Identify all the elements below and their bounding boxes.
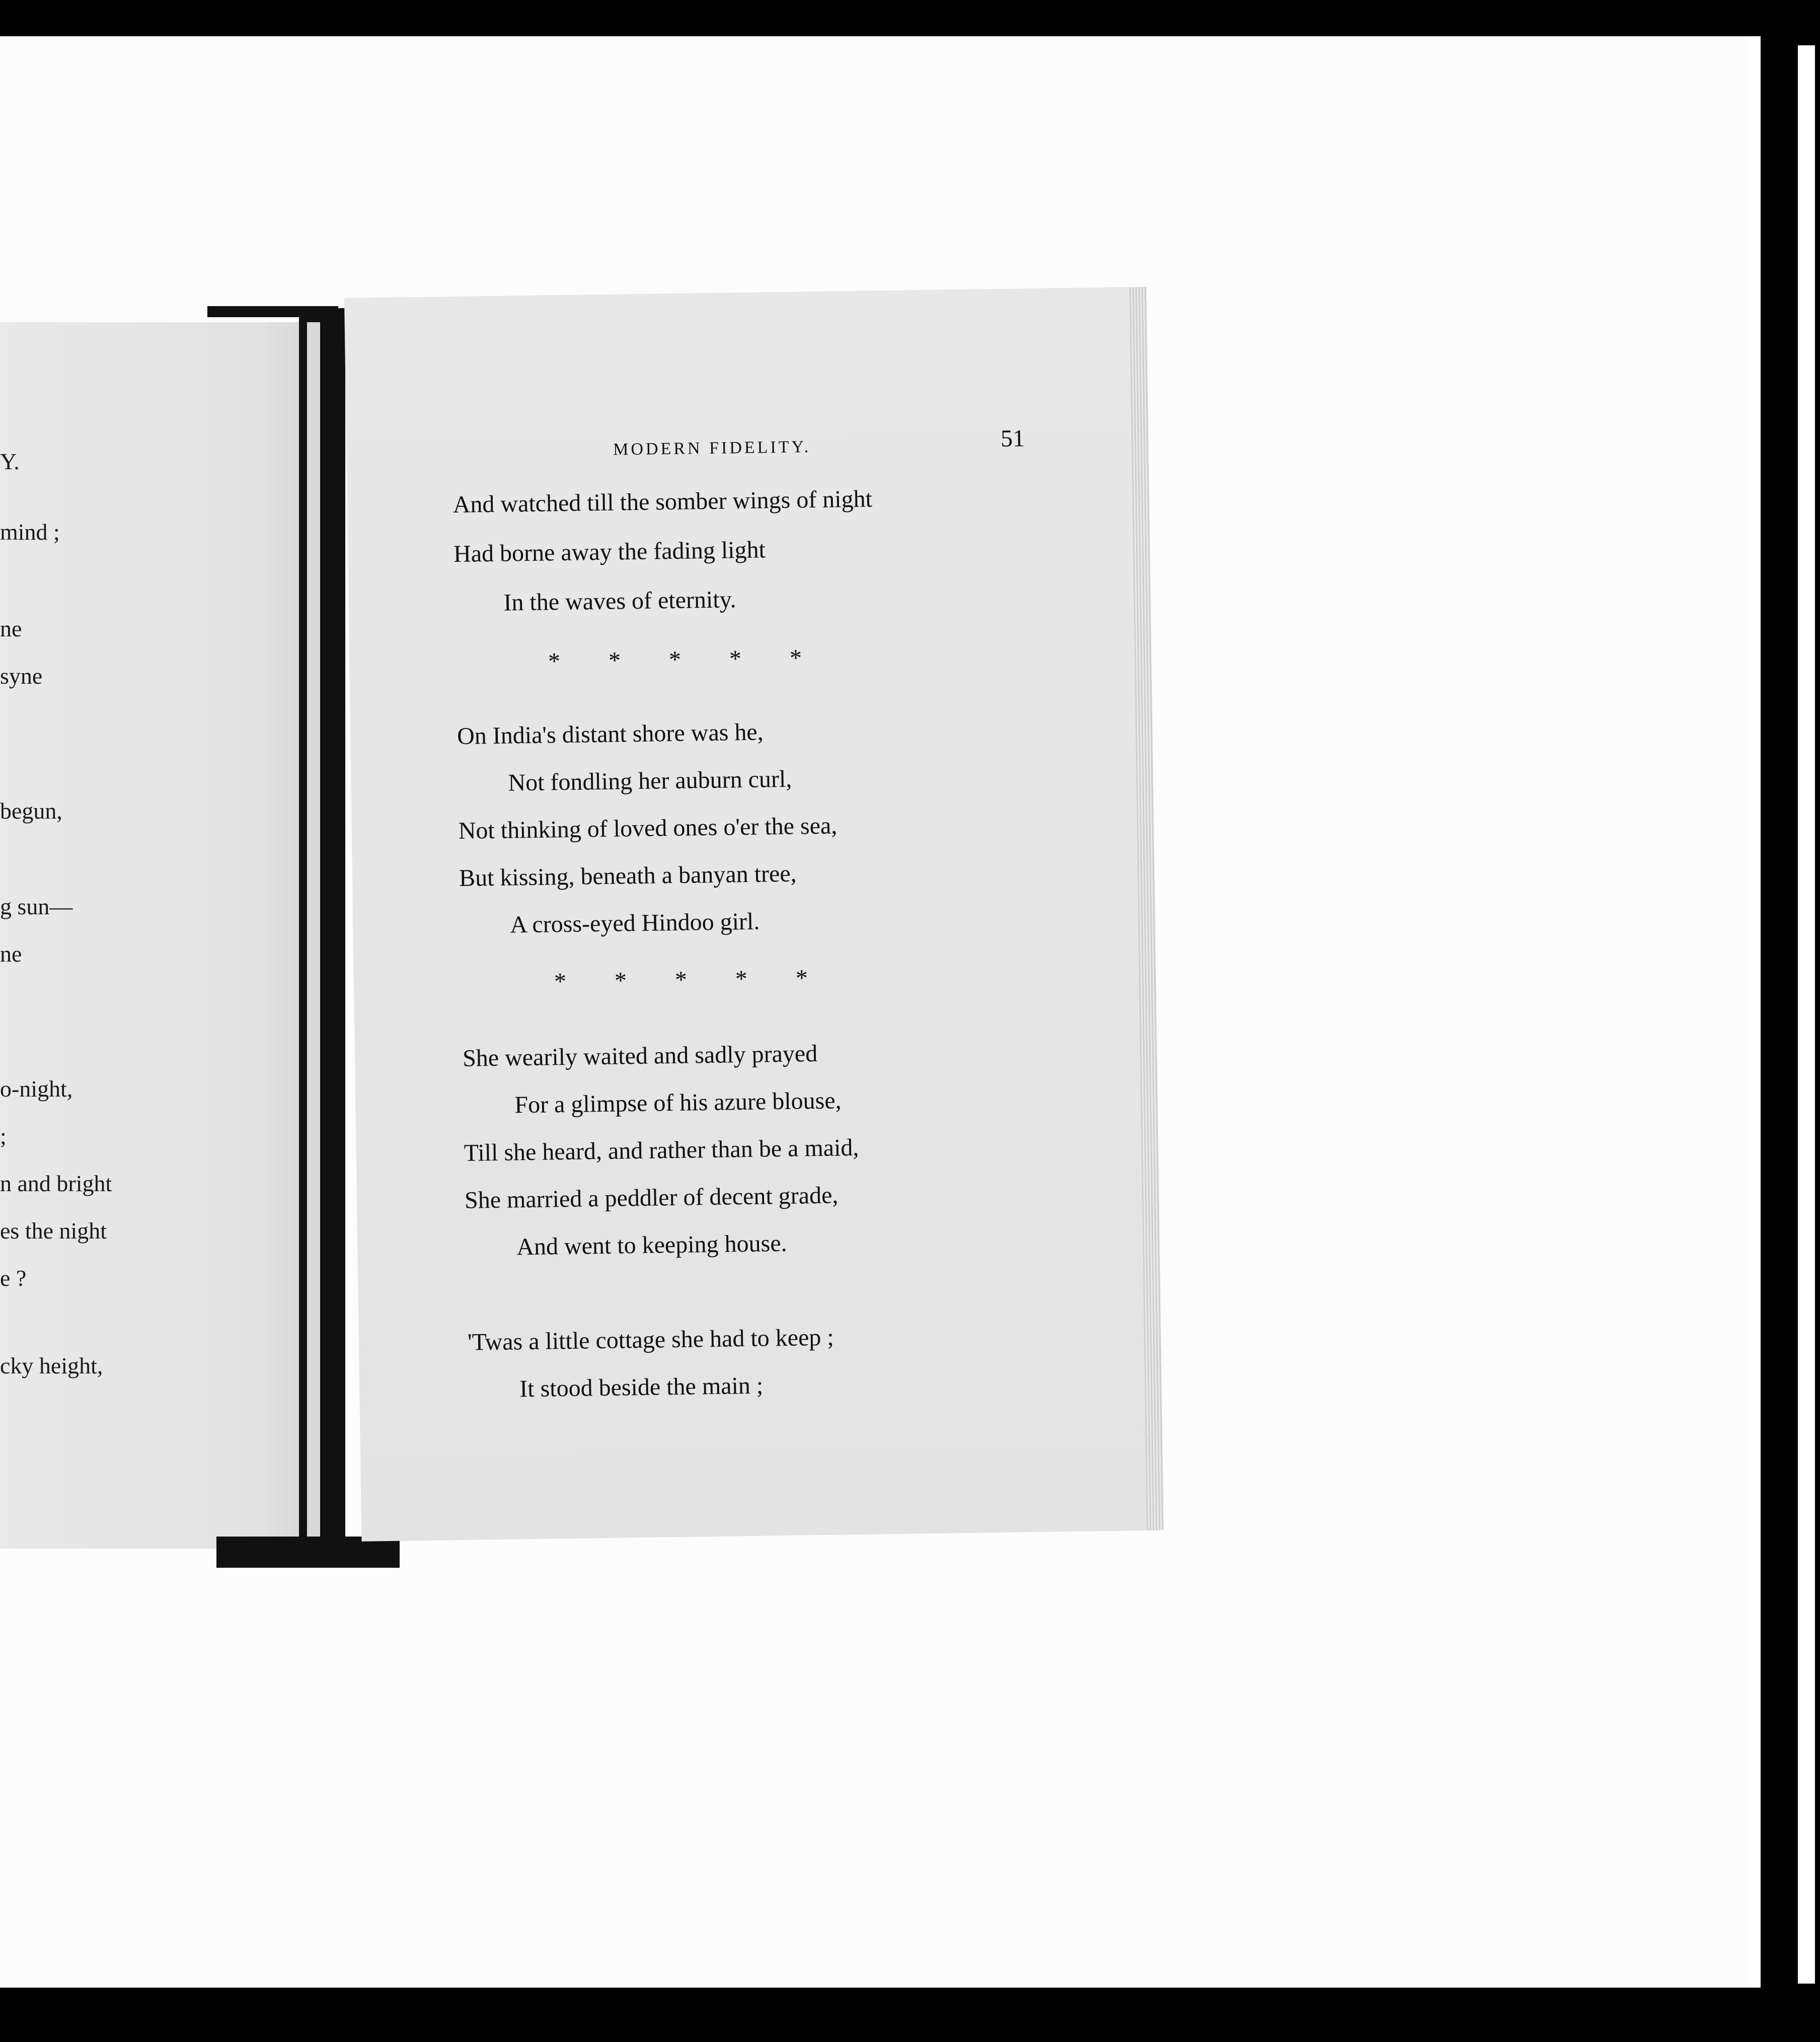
poem-line: She married a peddler of decent grade,: [464, 1182, 839, 1214]
poem-line: And went to keeping house.: [516, 1229, 787, 1261]
left-line: mind ;: [0, 519, 60, 545]
poem-line: But kissing, beneath a banyan tree,: [459, 860, 797, 892]
poem-line: A cross-eyed Hindoo girl.: [510, 908, 760, 938]
scan-frame-top: [0, 0, 1820, 36]
left-line: es the night: [0, 1218, 107, 1244]
left-line: e ?: [0, 1265, 27, 1291]
poem-line: Till she heard, and rather than be a maid,: [464, 1134, 859, 1166]
poem-line: Not fondling her auburn curl,: [508, 765, 792, 796]
section-separator: * * * * *: [548, 644, 802, 675]
right-page: [344, 287, 1147, 1542]
left-line: g sun—: [0, 894, 73, 919]
scan-frame-right-gap: [1798, 45, 1815, 1984]
section-separator: * * * * *: [554, 965, 808, 995]
page-edge: [1129, 287, 1164, 1530]
poem-line: Not thinking of loved ones o'er the sea,: [458, 812, 838, 844]
left-line: o-night,: [0, 1076, 73, 1102]
left-line: Y.: [0, 449, 20, 474]
poem-line: On India's distant shore was he,: [457, 718, 764, 750]
spine-gutter: [307, 322, 320, 1541]
poem-line: She wearily waited and sadly prayed: [462, 1040, 818, 1072]
left-line: ne: [0, 941, 22, 967]
running-head: MODERN FIDELITY.: [613, 437, 811, 459]
poem-line: Had borne away the fading light: [453, 536, 766, 568]
poem-line: It stood beside the main ;: [519, 1372, 764, 1403]
left-page: [0, 322, 327, 1549]
left-line: ne: [0, 616, 22, 641]
poem-line: For a glimpse of his azure blouse,: [514, 1087, 842, 1119]
left-line: begun,: [0, 798, 62, 824]
left-line: ;: [0, 1123, 7, 1149]
left-line: n and bright: [0, 1171, 112, 1196]
page-number: 51: [1000, 425, 1025, 452]
left-line: cky height,: [0, 1353, 103, 1378]
sheet-edge: [1746, 36, 1763, 1988]
book-spine: [299, 308, 345, 1547]
poem-line: 'Twas a little cottage she had to keep ;: [467, 1324, 835, 1356]
scan-frame-bottom: [0, 1988, 1820, 2042]
poem-line: And watched till the somber wings of night: [452, 485, 873, 519]
left-line: syne: [0, 663, 43, 689]
poem-line: In the waves of eternity.: [503, 586, 736, 616]
